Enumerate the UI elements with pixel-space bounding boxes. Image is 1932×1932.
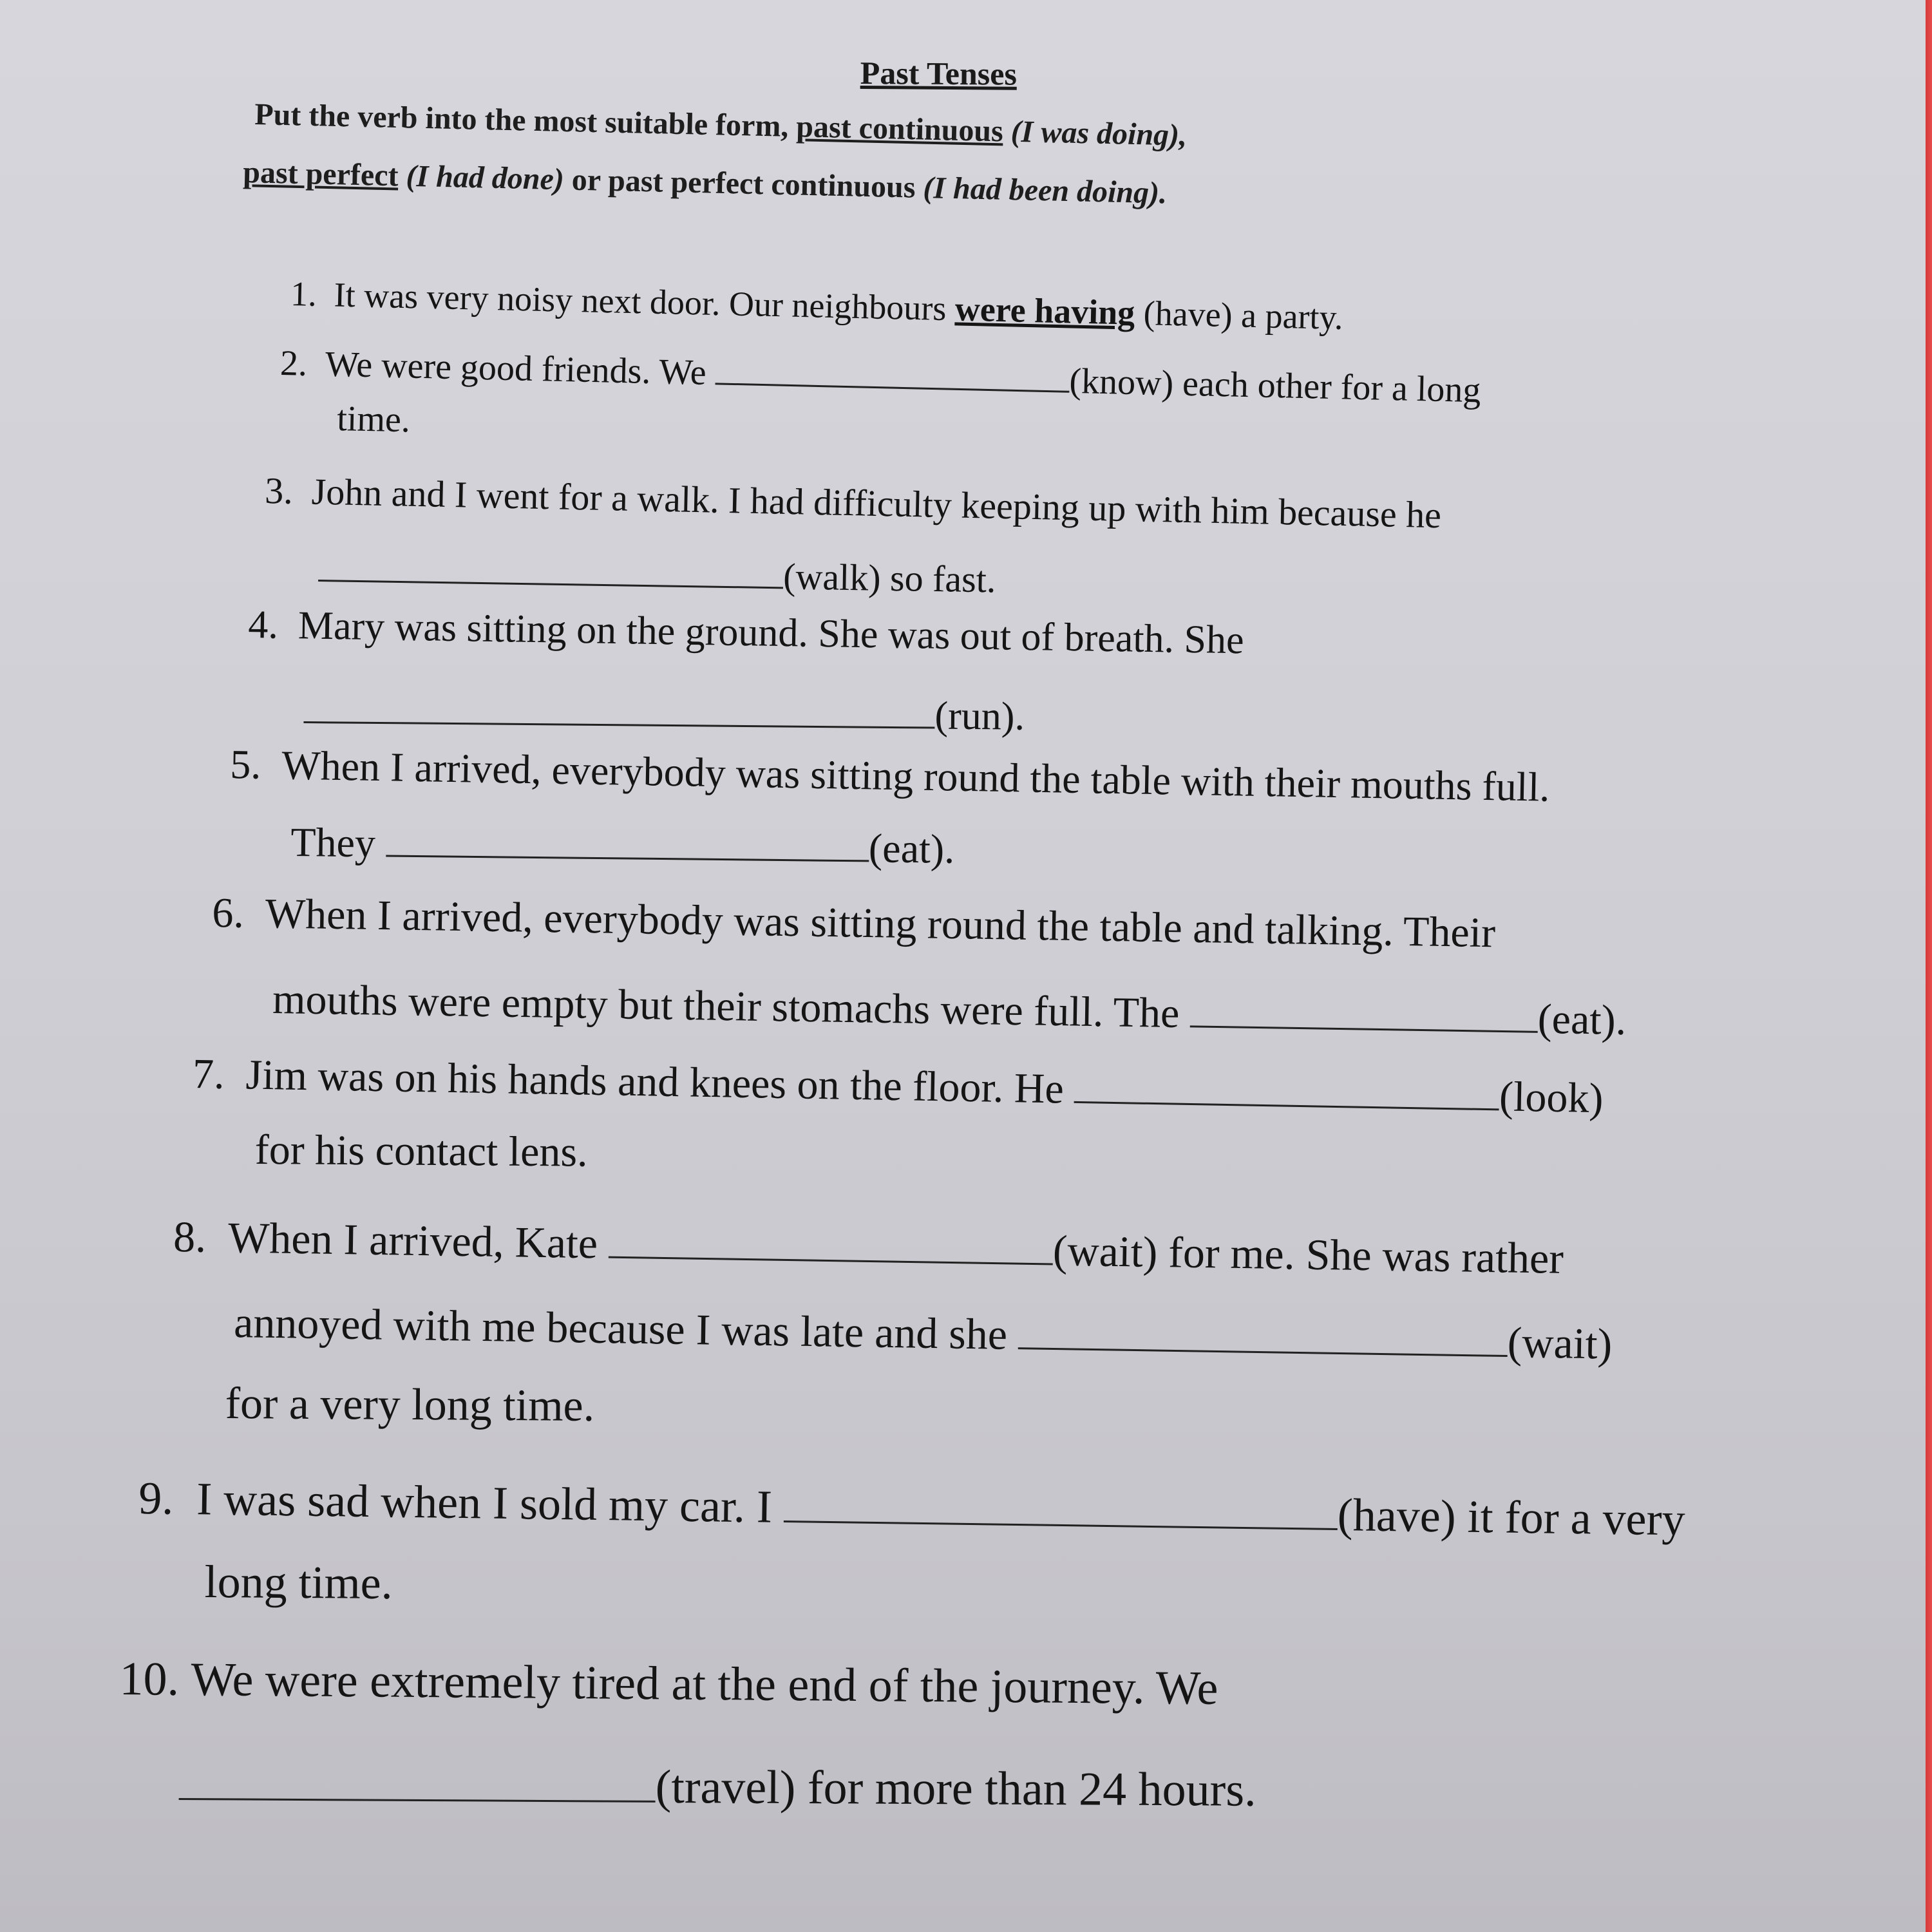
answer-blank[interactable] xyxy=(784,1474,1338,1530)
item-text: annoyed with me because I was late and she xyxy=(233,1297,1019,1359)
item-number: 8. xyxy=(173,1211,207,1262)
instructions-text-2: or past perfect continuous xyxy=(564,162,924,205)
item-text: mouths were empty but their stomachs were full. The xyxy=(272,975,1191,1037)
item-text: (look) xyxy=(1499,1073,1604,1122)
instructions-text: Put the verb into the most suitable form, xyxy=(254,97,797,144)
item-text: (eat). xyxy=(1537,995,1627,1045)
item-text: I was sad when I sold my car. I xyxy=(196,1473,784,1533)
exercise-item-5-cont xyxy=(290,813,955,873)
item-number: 1. xyxy=(290,274,317,314)
item-text: (know) each other for a long xyxy=(1068,361,1482,411)
exercise-item-5 xyxy=(230,741,1550,811)
answer-blank[interactable] xyxy=(1190,983,1539,1032)
answer-blank[interactable] xyxy=(318,542,784,589)
item-number: 2. xyxy=(279,343,308,384)
item-text: (have) it for a very xyxy=(1337,1488,1686,1546)
example-past-perfect: (I had done) xyxy=(397,158,565,197)
item-number: 4. xyxy=(247,602,279,647)
exercise-item-8 xyxy=(173,1206,1564,1284)
item-number: 5. xyxy=(229,741,261,788)
exercise-item-2-cont xyxy=(337,398,411,440)
item-text: (wait) xyxy=(1507,1318,1613,1368)
item-text: time. xyxy=(336,398,411,440)
instructions-line-2 xyxy=(243,155,1168,211)
exercise-item-6 xyxy=(212,889,1496,958)
exercise-item-6-cont xyxy=(272,969,1627,1045)
item-text: We were good friends. We xyxy=(325,344,716,393)
exercise-item-8-end xyxy=(225,1378,594,1432)
instructions-line-1 xyxy=(254,97,1188,153)
worksheet-title: Past Tenses xyxy=(860,54,1018,92)
exercise-item-10 xyxy=(119,1652,1218,1716)
term-past-perfect: past perfect xyxy=(242,155,399,193)
term-past-continuous: past continuous xyxy=(795,109,1004,149)
item-text: We were extremely tired at the end of the journey. We xyxy=(191,1653,1218,1715)
item-text: They xyxy=(290,819,386,866)
exercise-item-4-cont xyxy=(303,681,1025,740)
exercise-item-9-cont xyxy=(204,1555,393,1610)
answer-blank[interactable] xyxy=(386,814,869,862)
exercise-item-1 xyxy=(290,274,1344,337)
exercise-item-3 xyxy=(265,469,1442,536)
item-text: (travel) for more than 24 hours. xyxy=(655,1760,1256,1817)
answer-blank[interactable] xyxy=(609,1213,1054,1265)
exercise-item-2 xyxy=(279,337,1481,411)
item-text: When I arrived, everybody was sitting round the table and talking. Their xyxy=(265,890,1496,957)
answer-blank[interactable] xyxy=(1074,1059,1500,1111)
answer-blank[interactable] xyxy=(715,346,1070,392)
item-text: When I arrived, everybody was sitting round the table with their mouths full. xyxy=(281,742,1550,810)
answer-blank[interactable] xyxy=(303,681,935,729)
exercise-item-7 xyxy=(192,1043,1604,1123)
item-text: long time. xyxy=(204,1556,393,1609)
item-text: (walk) so fast. xyxy=(782,555,996,601)
exercise-item-4 xyxy=(248,602,1244,663)
exercise-item-3-cont xyxy=(318,542,996,601)
item-text: Mary was sitting on the ground. She was out of breath. She xyxy=(298,603,1245,663)
exercise-item-9 xyxy=(138,1465,1686,1547)
exercise-item-10-cont xyxy=(178,1750,1256,1818)
item-text: for a very long time. xyxy=(225,1379,595,1432)
item-number: 6. xyxy=(211,889,245,937)
item-text: for his contact lens. xyxy=(254,1126,588,1176)
item-text: (wait) for me. She was rather xyxy=(1052,1226,1564,1283)
item-text: Jim was on his hands and knees on the floor. He xyxy=(245,1051,1075,1113)
item-text: John and I went for a walk. I had difficulty keeping up with him because he xyxy=(311,470,1442,536)
example-past-continuous: (I was doing), xyxy=(1003,114,1188,153)
item-number: 9. xyxy=(138,1472,174,1524)
example-answer: were having xyxy=(954,289,1135,332)
red-surface-edge xyxy=(1926,0,1932,1932)
item-number: 7. xyxy=(192,1050,225,1098)
item-text: (run). xyxy=(934,694,1025,739)
example-past-perfect-continuous: (I had been doing). xyxy=(922,170,1168,211)
item-number: 3. xyxy=(264,469,294,512)
item-text: (have) a party. xyxy=(1134,293,1344,337)
exercise-item-7-cont xyxy=(254,1126,587,1177)
answer-blank[interactable] xyxy=(1018,1303,1508,1357)
answer-blank[interactable] xyxy=(179,1750,656,1803)
item-number: 10. xyxy=(119,1653,180,1706)
item-text: (eat). xyxy=(868,825,955,872)
exercise-item-8-cont xyxy=(234,1291,1613,1370)
item-text: It was very noisy next door. Our neighbours xyxy=(334,275,956,328)
item-text: When I arrived, Kate xyxy=(227,1213,609,1268)
